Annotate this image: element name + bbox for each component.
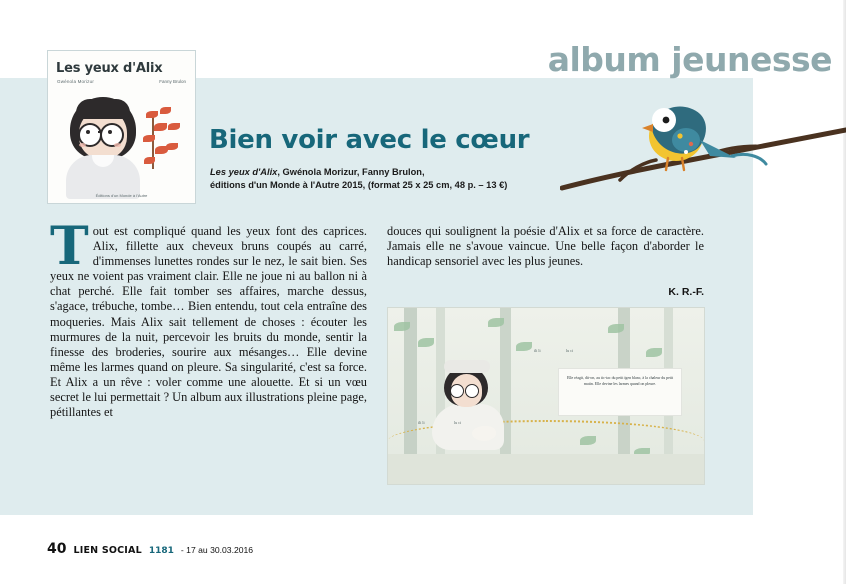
body-column-right <box>387 224 704 269</box>
body-text-right: douces qui soulignent la poésie d'Alix et sa force de caractère. Jamais elle ne s'avoue vaincue. Une belle façon d'aborder le handicap sensoriel avec les plus jeunes. <box>387 224 704 269</box>
credits-publisher: éditions d'un Monde à l'Autre 2015, (format 25 x 25 cm, 48 p. – 13 €) <box>210 180 508 190</box>
cover-leaf-icon <box>144 157 155 164</box>
illustration-bird <box>472 426 496 441</box>
cover-girl-cheek <box>114 143 121 147</box>
page-number: 40 <box>47 541 67 557</box>
illustration-note-top2: lu ci <box>566 348 573 353</box>
illustration-caption-text: Elle réagit, dit-on, au tic-tac du petit ïgen blanc, à la chaleur du petit matin. Elle devine les larmes quand on pleure. <box>566 376 674 386</box>
illustration-note-left: ili li <box>418 420 425 425</box>
body-column-left <box>50 216 367 420</box>
body-text-left: out est compliqué quand les yeux font des caprices. Alix, fillette aux cheveux bruns coupés au carré, d'immenses lunettes rondes sur le nez, le sait bien. Ses yeux ne voient pas vraiment clair. Elle ne joue ni au ballon ni à chat perché. Elle fait tomber ses affaires, marche dessus, s'agace, trébuche, tombe… Bien entendu, tout cela entraîne des moqueries. Mais Alix sait tellement de choses : écouter les murmures de la nuit, percevoir les bruits du monde, sentir la finesse des broderies, sourire aux mésanges… Elle devine même les larmes quand on pleure. Sa singularité, c'est sa force. Et Alix a un rêve : voler comme une alouette. Et si un vœu secret le lui permettait ? Un album aux illustrations pleine page, pétillantes et <box>50 224 367 420</box>
section-rubric: album jeunesse <box>547 40 832 79</box>
issue-date: - 17 au 30.03.2016 <box>180 545 254 555</box>
cover-girl-eye <box>108 130 112 134</box>
cover-girl-eye <box>86 130 90 134</box>
book-credits <box>210 166 540 192</box>
leaf-icon <box>394 322 410 331</box>
cover-leaf-icon <box>154 123 167 131</box>
inner-illustration <box>387 307 705 485</box>
book-cover-canvas <box>48 51 195 203</box>
credits-book-title: Les yeux d'Alix <box>210 167 278 177</box>
bird-illustration <box>560 100 846 215</box>
issue-number: 1181 <box>148 546 174 556</box>
illustration-girl-hat <box>444 360 490 373</box>
cover-leaf-icon <box>160 107 171 114</box>
cover-girl-cheek <box>79 143 86 147</box>
cover-author-right: Fanny Brulon <box>159 79 186 84</box>
page-footer <box>47 541 253 557</box>
cover-leaf-icon <box>168 123 180 130</box>
leaf-icon <box>608 324 624 333</box>
cover-leaf-icon <box>166 143 178 150</box>
cover-leaf-icon <box>146 111 158 118</box>
leaf-icon <box>516 342 532 351</box>
cover-title-text: Les yeux d'Alix <box>56 61 163 76</box>
drop-cap: T <box>50 216 89 277</box>
cover-girl-glasses-bridge <box>98 131 102 133</box>
book-cover-image <box>47 50 196 204</box>
credits-authors: , Gwénola Morizur, Fanny Brulon, <box>277 167 425 177</box>
cover-girl-fringe <box>76 99 130 119</box>
publication-name: LIEN SOCIAL <box>73 545 142 556</box>
illustration-glasses-icon <box>465 384 479 398</box>
cover-publisher-text: Éditions d'un Monde à l'Autre <box>95 193 148 198</box>
illustration-caption-box <box>558 368 682 416</box>
bird-branch-svg <box>560 100 846 215</box>
illustration-note-right: lu ci <box>454 420 461 425</box>
illustration-note-top: ili li <box>534 348 541 353</box>
article-title: Bien voir avec le cœur <box>209 125 530 156</box>
illustration-glasses-icon <box>450 384 464 398</box>
leaf-icon <box>488 318 504 327</box>
leaf-icon <box>646 348 662 357</box>
cover-author-left: Gwénola Morizur <box>57 79 95 84</box>
cover-leaf-icon <box>143 135 155 142</box>
page-top-margin <box>0 0 846 12</box>
author-signature: K. R.-F. <box>668 286 704 298</box>
leaf-icon <box>418 338 434 347</box>
